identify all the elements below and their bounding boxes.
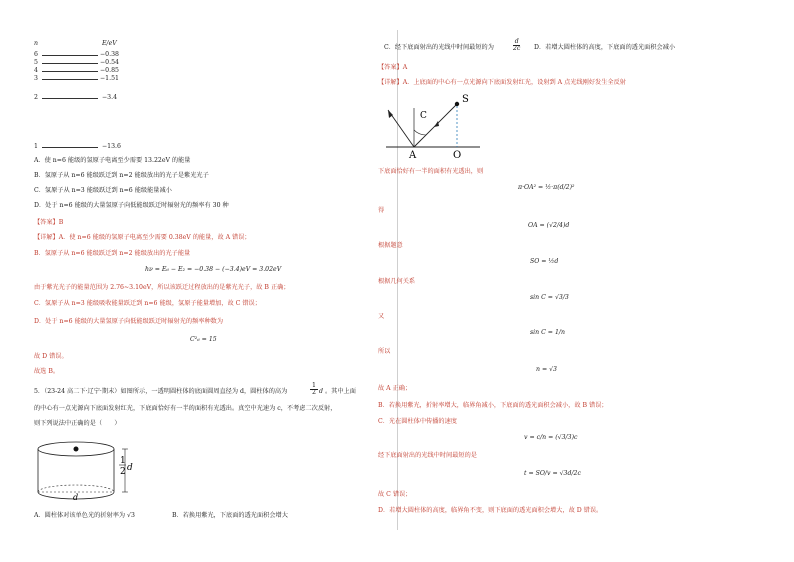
label-c: C — [420, 111, 427, 121]
option-a: A．使 n=6 能级的氢原子电离至少需要 13.22eV 的能量 — [34, 157, 191, 164]
equation-speed: v = c/n = (√3/3)c — [524, 434, 578, 441]
equation: OA = (√2/4)d — [528, 222, 570, 229]
level-n: 6 — [34, 51, 38, 58]
answer-label: 【答案】A — [378, 64, 408, 71]
analysis-line: 得 — [378, 207, 385, 214]
option-b: B．氢原子从 n=6 能级跃迁到 n=2 能级放出的光子是紫光光子 — [34, 172, 209, 179]
level-e: −0.85 — [100, 67, 119, 74]
analysis-line: 根据题意 — [378, 242, 403, 249]
arrow-head — [434, 121, 439, 127]
question-5-line: 则下列说法中正确的是（ ） — [34, 420, 121, 427]
equation-combination: C²₆ = 15 — [190, 336, 217, 343]
cylinder-diagram — [28, 436, 178, 508]
level-n: 1 — [34, 143, 38, 150]
level-line — [42, 147, 98, 148]
fraction-num: 1 — [312, 382, 316, 389]
source-dot — [455, 102, 459, 106]
analysis-line: D．若增大圆柱体的高度，临界角不变，则下底面的透光面积会增大，故 D 错误。 — [378, 507, 603, 514]
analysis-line: D．处于 n=6 能级的大量氢原子向低能级跃迁时辐射光的频率种数为 — [34, 318, 224, 325]
equation: π·OA² = ½·π(d/2)² — [518, 184, 575, 191]
equation: sin C = 1/n — [530, 329, 565, 336]
equation: sin C = √3/3 — [530, 294, 569, 301]
half-label-num: 1 — [120, 456, 126, 466]
light-source-dot — [74, 447, 79, 452]
level-line — [42, 98, 98, 99]
label-a: A — [409, 150, 417, 161]
analysis-line: 由于紫光光子的能量范围为 2.76~3.10eV，所以该跃迁过程放出的是紫光光子，故 B 正确； — [34, 284, 290, 291]
level-e: −3.4 — [102, 94, 118, 101]
equation: n = √3 — [536, 366, 557, 373]
half-label-den: 2 — [120, 467, 126, 477]
analysis-line: B．若换用紫光，折射率增大，临界角减小，下底面的透光面积会减小，故 B 错误； — [378, 402, 608, 409]
equation: SO = ½d — [530, 258, 559, 265]
fraction-half — [310, 383, 318, 396]
level-n: 3 — [34, 75, 38, 82]
analysis-line: 【详解】A．上底面的中心有一点光源向下底面发射红光，设射到 A 点光线刚好发生全反射 — [378, 79, 626, 86]
option-b: B．若换用紫光，下底面的透光面积会增大 — [172, 512, 288, 519]
option-c — [384, 44, 494, 52]
option-d: D．若增大圆柱体的高度，下底面的透光面积会减小 — [534, 44, 676, 51]
level-line — [42, 71, 98, 72]
analysis-line: 又 — [378, 313, 385, 320]
level-e: −1.51 — [100, 75, 119, 82]
level-header-n: n — [34, 40, 38, 47]
analysis-line: 故 C 错误； — [378, 491, 412, 498]
level-e: −13.6 — [102, 143, 121, 150]
level-n: 2 — [34, 94, 38, 101]
option-c-fraction — [513, 39, 520, 52]
analysis-line: 故 A 正确； — [378, 385, 412, 392]
analysis-line: C．氢原子从 n=3 能级吸收能量跃迁到 n=6 能级，氢原子能量增加，故 C 错误； — [34, 300, 261, 307]
question-5-tail: 。其中上面 — [325, 388, 356, 395]
analysis-line: 【详解】A．使 n=6 能级的氢原子电离至少需要 0.38eV 的能量，故 A 错误； — [34, 234, 251, 241]
level-n: 5 — [34, 59, 38, 66]
analysis-line: 下底面恰好有一半的面积有光透出，则 — [378, 168, 484, 175]
level-e: −0.54 — [100, 59, 119, 66]
label-o: O — [453, 150, 462, 161]
analysis-line: 故 D 错误。 — [34, 353, 68, 360]
option-c-text: C．经下底面射出的光线中时间最短的为 — [384, 44, 494, 51]
question-5-line: 的中心有一点光源向下底面发射红光，下底面恰好有一半的面积有光透出。真空中光速为 c，不考虑二次反射， — [34, 405, 337, 412]
fraction-den: 2c — [513, 45, 521, 52]
option-d: D．处于 n=6 能级的大量氢原子向低能级跃迁时辐射光的频率有 30 种 — [34, 202, 229, 209]
fraction-var: d — [319, 388, 323, 395]
level-header-e: E/eV — [102, 40, 117, 47]
level-line — [42, 63, 98, 64]
diameter-label: d — [73, 493, 79, 502]
question-5-line: 5．（23-24 高二下·辽宁·期末）如图所示，一透明圆柱体的底面圆周直径为 d，圆柱体的高为 — [34, 388, 288, 395]
analysis-line: C．光在圆柱体中传播的速度 — [378, 418, 457, 425]
answer-label: 【答案】B — [34, 219, 64, 226]
analysis-line: 经下底面射出的光线中时间最短的是 — [378, 452, 477, 459]
level-line — [42, 55, 98, 56]
analysis-line: 所以 — [378, 348, 391, 355]
equation-time: t = SO/v = √3d/2c — [524, 470, 581, 477]
analysis-line: B．氢原子从 n=6 能级跃迁到 n=2 能级放出的光子能量 — [34, 250, 191, 257]
level-e: −0.38 — [100, 51, 119, 58]
option-a: A．圆柱体对该单色光的折射率为 √3 — [34, 512, 135, 519]
option-c: C．氢原子从 n=3 能级跃迁到 n=6 能级能量减小 — [34, 187, 172, 194]
fraction-num: d — [514, 38, 519, 45]
half-label-var: d — [127, 463, 133, 473]
level-n: 4 — [34, 67, 38, 74]
analysis-line: 故选 B。 — [34, 368, 60, 375]
critical-angle-arc — [414, 130, 426, 135]
fraction-den: 2 — [310, 389, 318, 396]
refraction-diagram — [378, 90, 488, 162]
label-s: S — [462, 94, 469, 105]
equation-photon-energy: hν = E₆ − E₂ = −0.38 − (−3.4)eV = 3.02eV — [145, 266, 282, 273]
analysis-line: 根据几何关系 — [378, 278, 416, 285]
level-line — [42, 79, 98, 80]
